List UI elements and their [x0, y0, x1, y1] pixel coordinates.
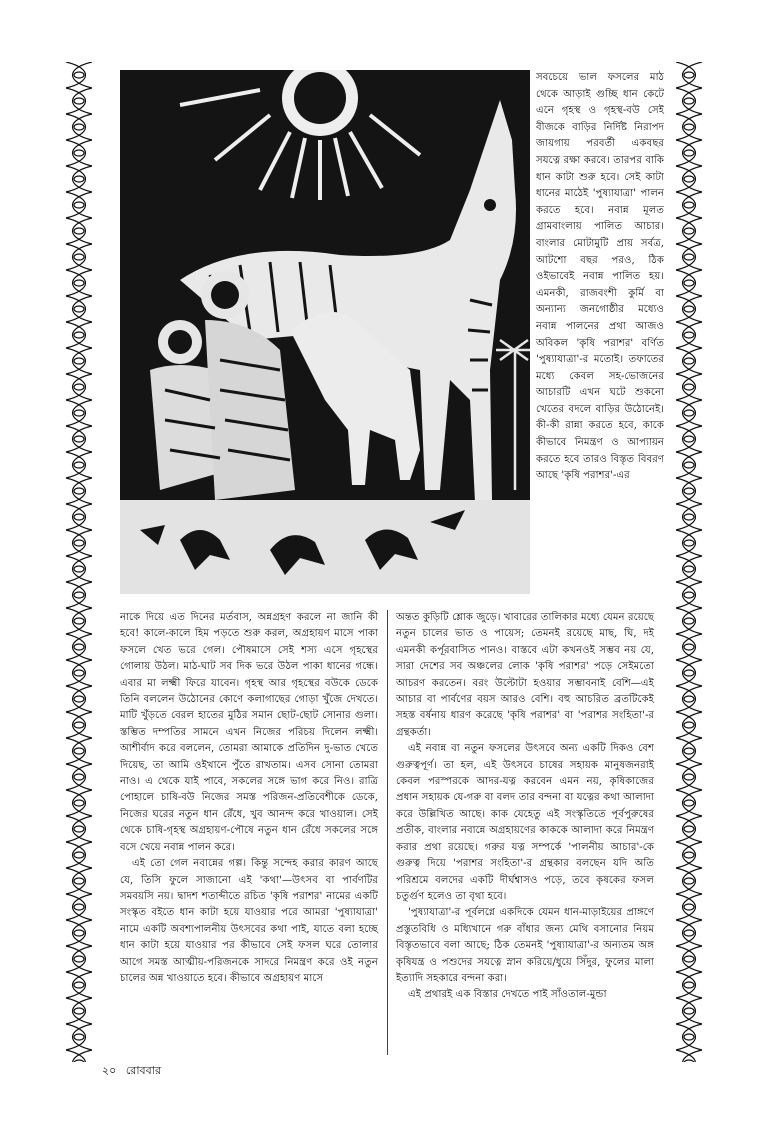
ornament-knot — [74, 176, 84, 182]
ornament-knot — [684, 124, 694, 130]
ornament-knot — [684, 826, 694, 832]
ornament-curve — [676, 426, 696, 452]
ornament-curve — [676, 322, 696, 348]
ornament-knot — [74, 956, 84, 962]
ornament-knot — [74, 852, 84, 858]
ornament-curve — [66, 62, 86, 88]
ornament-curve — [683, 1024, 703, 1050]
paragraph: সবচেয়ে ভাল ফসলের মাঠ থেকে আড়াই গুচ্ছি ধান কেটে এনে গৃহস্থ ও গৃহস্থ-বউ সেই বীজকে বাড়ির নির্দিষ্ট নিরাপদ জায়গায় পরবর্তী একবছর সযত্নে রক্ষা করবে। তারপর বাকি ধান কাটা শুরু হবে। সেই কাটা ধানের মাঠেই 'পুষ্যাযাত্রা' পালন করতে হবে। নবান্ন মূলত গ্রামবাংলায় পালিত আচার। বাংলার মোটামুটি প্রায় সর্বত্র, আটশো বছর পরও, ঠিক ওইভাবেই নবান্ন পালিত হয়। এমনকী, রাজবংশী কুর্মি বা অন্যান্য জনগোষ্ঠীর মধ্যেও নবান্ন পালনের প্রথা আজও অবিকল 'কৃষি পরাশর' বর্ণিত 'পুষ্যাযাত্রা'-র মতোই। তফাতের মধ্যে কেবল সহ-ভোজনের আচারটি এখন ঘটে শুকনো খেতের বদলে বাড়ির উঠোনেই। কী-কী রান্না করতে হবে, কাকে কীভাবে নিমন্ত্রণ ও আপ্যায়ন করতে হবে তারও বিস্তৃত বিবরণ আছে 'কৃষি পরাশর'-এর — [536, 72, 664, 482]
ornament-curve — [683, 426, 703, 452]
paragraph: অন্তত কুড়িটি শ্লোক জুড়ে। খাবারের তালিকার মধ্যে যেমন রয়েছে নতুন চালের ভাত ও পায়েস; তেমনই রয়েছে মাছ, ঘি, দই এমনকী কর্পূরবাসিত পানও। বাস্তবে এটা কখনওই সম্ভব নয় যে, সারা দেশের সব অঞ্চলের লোক 'কৃষি পরাশর' পড়ে সেইমতো আচরণ করতেন। বরং উল্টোটা হওয়ার সম্ভাবনাই বেশি—এই আচার বা পার্বণের বয়স আরও বেশি। বহু আচরিত ব্রতটিকেই সহস্ত বর্ষনায় ধারণ করেছে 'কৃষি পরাশর' বা 'পরাশর সংহিতা'-র গ্রন্থকর্তা। — [396, 612, 654, 738]
ornament-curve — [683, 192, 703, 218]
ornament-knot — [74, 150, 84, 156]
ornament-curve — [676, 894, 696, 920]
ornament-curve — [683, 270, 703, 296]
ornament-curve — [66, 842, 86, 868]
ornament-curve — [66, 322, 86, 348]
ornament-curve — [676, 504, 696, 530]
ornament-knot — [684, 982, 694, 988]
ornament-knot — [74, 670, 84, 676]
ornament-curve — [66, 270, 86, 296]
ornament-knot — [684, 878, 694, 884]
ornament-knot — [684, 462, 694, 468]
ornament-curve — [66, 816, 86, 842]
ornament-curve — [73, 88, 93, 114]
ornament-knot — [74, 1008, 84, 1014]
ornament-curve — [66, 998, 86, 1024]
ornament-knot — [74, 124, 84, 130]
ornament-curve — [683, 400, 703, 426]
ornament-knot — [684, 618, 694, 624]
left-decorative-border — [62, 62, 96, 1062]
ornament-knot — [684, 930, 694, 936]
article-column-right — [396, 610, 654, 1004]
ornament-curve — [73, 868, 93, 894]
ornament-knot — [684, 644, 694, 650]
ornament-curve — [676, 478, 696, 504]
ornament-knot — [684, 956, 694, 962]
ornament-curve — [676, 712, 696, 738]
ornament-knot — [74, 488, 84, 494]
ornament-curve — [73, 738, 93, 764]
ornament-curve — [73, 920, 93, 946]
ornament-knot — [684, 696, 694, 702]
ornament-curve — [676, 452, 696, 478]
ornament-knot — [74, 1034, 84, 1040]
ornament-curve — [66, 894, 86, 920]
ornament-knot — [74, 1060, 84, 1062]
ornament-knot — [74, 514, 84, 520]
ornament-curve — [66, 374, 86, 400]
ornament-curve — [73, 946, 93, 972]
ornament-curve — [676, 686, 696, 712]
ornament-curve — [676, 400, 696, 426]
ornament-curve — [73, 400, 93, 426]
ornament-curve — [66, 556, 86, 582]
ornament-pattern-left — [62, 62, 96, 1062]
ornament-knot — [74, 826, 84, 832]
paragraph: এই প্রথারই এক বিস্তার দেখতে পাই সাঁওতাল-মুন্ডা — [408, 989, 607, 1001]
ornament-knot — [74, 384, 84, 390]
ornament-curve — [66, 712, 86, 738]
ornament-knot — [74, 800, 84, 806]
ornament-curve — [66, 348, 86, 374]
ornament-curve — [683, 972, 703, 998]
ornament-curve — [683, 842, 703, 868]
ornament-curve — [73, 582, 93, 608]
ornament-curve — [73, 244, 93, 270]
ornament-curve — [676, 972, 696, 998]
ornament-curve — [676, 868, 696, 894]
ornament-curve — [73, 374, 93, 400]
ornament-knot — [684, 202, 694, 208]
ornament-knot — [74, 332, 84, 338]
ornament-curve — [73, 894, 93, 920]
ornament-knot — [74, 696, 84, 702]
ornament-knot — [74, 202, 84, 208]
ornament-knot — [684, 488, 694, 494]
ornament-curve — [73, 296, 93, 322]
ornament-curve — [66, 764, 86, 790]
ornament-curve — [73, 608, 93, 634]
ornament-curve — [683, 582, 703, 608]
ornament-curve — [676, 634, 696, 660]
page-footer — [102, 1062, 167, 1081]
ornament-knot — [74, 982, 84, 988]
ornament-curve — [683, 660, 703, 686]
ornament-curve — [66, 1024, 86, 1050]
ornament-curve — [683, 686, 703, 712]
ornament-curve — [683, 894, 703, 920]
ornament-curve — [676, 530, 696, 556]
ornament-curve — [683, 816, 703, 842]
ornament-curve — [676, 816, 696, 842]
ornament-knot — [74, 774, 84, 780]
ornament-knot — [74, 98, 84, 104]
ornament-knot — [684, 254, 694, 260]
ornament-knot — [74, 748, 84, 754]
ornament-knot — [74, 566, 84, 572]
ornament-curve — [676, 608, 696, 634]
ornament-curve — [676, 348, 696, 374]
ornament-curve — [73, 478, 93, 504]
ornament-curve — [66, 400, 86, 426]
ornament-curve — [683, 608, 703, 634]
ornament-knot — [74, 618, 84, 624]
ornament-curve — [73, 192, 93, 218]
ornament-curve — [676, 62, 696, 88]
ornament-curve — [676, 998, 696, 1024]
ornament-knot — [684, 436, 694, 442]
ornament-curve — [66, 790, 86, 816]
ornament-knot — [74, 410, 84, 416]
ornament-knot — [684, 1034, 694, 1040]
ornament-curve — [676, 556, 696, 582]
ornament-curve — [683, 374, 703, 400]
ornament-knot — [74, 306, 84, 312]
ornament-knot — [74, 254, 84, 260]
ornament-curve — [66, 868, 86, 894]
ornament-knot — [74, 644, 84, 650]
paragraph: নাকে দিয়ে এত দিনের মর্তবাস, অন্নগ্রহণ করলে না জানি কী হবে! কালে-কালে হিম পড়তে শুরু করল, অগ্রহায়ণ মাসে পাকা ফসলে খেত ভরে গেল। পৌষমাসে সেই শস্য এসে গৃহস্থের গোলায় উঠল। মাঠ-ঘাট সব দিক ভরে উঠল পাকা ধানের গন্ধে। এবার মা লক্ষ্মী ফিরে যাবেন। গৃহস্থ আর গৃহস্থের বউকে ডেকে তিনি বললেন উঠোনের কোণে কলাগাছের গোড়া খুঁজে দেখতে। মাটি খুঁড়তে বেরল হাতের মুঠির সমান ছোট-ছোট সোনার গুলা। স্তম্ভিত দম্পতির সামনে এখন নিজের পরিচয় দিলেন লক্ষ্মী। আশীর্বাদ করে বললেন, তোমরা আমাকে প্রতিদিন দু-ভাত খেতে দিয়েছ, তা আমি ওইখানে পুঁতে রাখতাম। এসব সোনা তোমরা নাও। এ থেকে যাই পাবে, সকলের সঙ্গে ভাগ করে নিও। রাত্রি পোহালে চাষি-বউ নিজের সমস্ত পরিজন-প্রতিবেশীকে ডেকে, নিজের ঘরের নতুন ধান রেঁধে, খুব আনন্দ করে খাওয়াল। সেই থেকে চাষি-গৃহস্থ অগ্রহায়ণ-পৌষে নতুন ধান রেঁধে সকলের সঙ্গে বসে খেয়ে নবান্ন পালন করে। — [120, 612, 378, 853]
ornament-curve — [683, 244, 703, 270]
ornament-curve — [676, 764, 696, 790]
ornament-curve — [73, 426, 93, 452]
ornament-curve — [66, 426, 86, 452]
ornament-curve — [683, 998, 703, 1024]
ornament-curve — [66, 920, 86, 946]
ornament-curve — [683, 322, 703, 348]
ornament-curve — [73, 270, 93, 296]
ornament-knot — [684, 280, 694, 286]
ornament-knot — [684, 1060, 694, 1062]
ornament-knot — [684, 514, 694, 520]
ornament-knot — [684, 410, 694, 416]
ornament-curve — [683, 478, 703, 504]
ornament-curve — [683, 920, 703, 946]
ornament-curve — [73, 634, 93, 660]
ornament-knot — [684, 566, 694, 572]
ornament-curve — [683, 140, 703, 166]
paragraph: এই নবান্ন বা নতুন ফসলের উৎসবে অন্য একটি দিকও বেশ গুরুত্বপূর্ণ। তা হল, এই উৎসবে চাষের সহায়ক মানুষজনরাই কেবল পরস্পরকে আদর-যত্ন করবেন এমন নয়, কৃষিকাজের প্রধান সহায়ক যে-গরু বা বলদ তার বন্দনা বা যত্নের কথা আলাদা করে উল্লিখিত আছে। কাক যেহেতু এই সংস্কৃতিতে পূর্বপুরুষের প্রতীক, বাংলার নবান্নে অগ্রহায়ণের কাককে আলাদা করে নিমন্ত্রণ করার প্রথা রয়েছে। গরুর যত্ন সম্পর্কে 'পালনীয় আচার'-কে গুরুত্ব দিয়ে 'পরাশর সংহিতা'-র গ্রন্থকার বলছেন যদি অতি পরিশ্রমে বলদের একটি দীর্ঘশ্বাসও পড়ে, তবে কৃষকের ফসল চতুর্গুণ হলেও তা বৃথা হবে। — [396, 743, 654, 902]
ornament-knot — [74, 904, 84, 910]
ornament-knot — [684, 722, 694, 728]
ornament-curve — [676, 140, 696, 166]
paragraph: 'পুষ্যাযাত্রা'-র পূর্বলগ্নে একদিকে যেমন ধান-মাড়াইয়ের প্রাঙ্গণে প্রস্তুতবিধি ও মধ্যিখানে গরু বাঁধার জন্য মেথি বসানোর নিয়ম বিস্তৃতভাবে বলা আছে; ঠিক তেমনই 'পুষ্যাযাত্রা'-র অন্যতম অঙ্গ কৃষিযন্ত্র ও পশুদের সযত্নে স্নান করিয়ে/ধুয়ে সিঁদুর, ফুলের মালা ইত্যাদি সহকারে বন্দনা করা। — [396, 907, 654, 984]
ornament-curve — [683, 88, 703, 114]
ornament-knot — [684, 98, 694, 104]
ornament-curve — [73, 998, 93, 1024]
ornament-knot — [684, 540, 694, 546]
ornament-pattern-right — [672, 62, 706, 1062]
ornament-curve — [73, 348, 93, 374]
ornament-curve — [73, 686, 93, 712]
ornament-curve — [66, 504, 86, 530]
ornament-knot — [74, 462, 84, 468]
ornament-curve — [66, 88, 86, 114]
woodcut-image — [120, 70, 530, 594]
ornament-knot — [74, 280, 84, 286]
ornament-knot — [74, 930, 84, 936]
ornament-curve — [683, 218, 703, 244]
ornament-knot — [74, 878, 84, 884]
ornament-curve — [676, 842, 696, 868]
ornament-curve — [683, 452, 703, 478]
ornament-knot — [684, 384, 694, 390]
ornament-curve — [73, 452, 93, 478]
ornament-curve — [66, 634, 86, 660]
ornament-curve — [676, 88, 696, 114]
ornament-curve — [683, 946, 703, 972]
ornament-curve — [73, 764, 93, 790]
ornament-curve — [676, 244, 696, 270]
ornament-curve — [676, 374, 696, 400]
ornament-curve — [676, 296, 696, 322]
right-decorative-border — [672, 62, 706, 1062]
ornament-curve — [676, 790, 696, 816]
ornament-curve — [66, 166, 86, 192]
ornament-knot — [684, 176, 694, 182]
ornament-curve — [73, 62, 93, 88]
ornament-curve — [683, 738, 703, 764]
ornament-knot — [684, 800, 694, 806]
ornament-curve — [66, 530, 86, 556]
ornament-curve — [676, 166, 696, 192]
ornament-knot — [74, 722, 84, 728]
ornament-knot — [684, 852, 694, 858]
ornament-knot — [684, 774, 694, 780]
ornament-curve — [66, 972, 86, 998]
ornament-curve — [66, 686, 86, 712]
ornament-curve — [73, 816, 93, 842]
ornament-knot — [74, 72, 84, 78]
ornament-curve — [73, 530, 93, 556]
ornament-curve — [676, 946, 696, 972]
ornament-knot — [74, 540, 84, 546]
ornament-curve — [73, 114, 93, 140]
ornament-knot — [74, 592, 84, 598]
ornament-curve — [73, 972, 93, 998]
ornament-knot — [684, 748, 694, 754]
ornament-curve — [66, 478, 86, 504]
ornament-curve — [73, 218, 93, 244]
ornament-knot — [684, 670, 694, 676]
ornament-curve — [683, 62, 703, 88]
ornament-curve — [683, 504, 703, 530]
ornament-curve — [73, 322, 93, 348]
ornament-curve — [683, 868, 703, 894]
ornament-knot — [684, 72, 694, 78]
ornament-curve — [66, 738, 86, 764]
ornament-curve — [73, 556, 93, 582]
ornament-knot — [684, 1008, 694, 1014]
ornament-curve — [66, 946, 86, 972]
magazine-name: রোববার — [125, 1064, 162, 1077]
ornament-curve — [73, 842, 93, 868]
ornament-curve — [683, 114, 703, 140]
ornament-curve — [66, 660, 86, 686]
ornament-knot — [684, 332, 694, 338]
ornament-knot — [684, 904, 694, 910]
ornament-knot — [74, 436, 84, 442]
ornament-curve — [683, 530, 703, 556]
ornament-curve — [683, 166, 703, 192]
ornament-curve — [66, 218, 86, 244]
ornament-curve — [66, 296, 86, 322]
ornament-curve — [73, 1024, 93, 1050]
ornament-curve — [676, 920, 696, 946]
ornament-knot — [684, 358, 694, 364]
ornament-curve — [676, 270, 696, 296]
ornament-curve — [73, 504, 93, 530]
ornament-curve — [676, 1024, 696, 1050]
ornament-curve — [676, 114, 696, 140]
ornament-curve — [66, 582, 86, 608]
ornament-knot — [74, 228, 84, 234]
ornament-knot — [74, 358, 84, 364]
ornament-curve — [66, 140, 86, 166]
column-divider — [387, 610, 388, 1055]
ornament-curve — [73, 660, 93, 686]
ornament-knot — [684, 592, 694, 598]
ornament-curve — [66, 452, 86, 478]
ornament-curve — [676, 218, 696, 244]
ornament-curve — [683, 790, 703, 816]
ornament-curve — [66, 114, 86, 140]
ornament-curve — [66, 244, 86, 270]
article-column-left — [120, 610, 378, 987]
page-number: ২০ — [102, 1064, 117, 1077]
ornament-curve — [676, 660, 696, 686]
ornament-curve — [73, 712, 93, 738]
ornament-curve — [683, 764, 703, 790]
paragraph: এই তো গেল নবান্নের গল্প। কিন্তু সন্দেহ করার কারণ আছে যে, তিসি ফুলে সাজানো এই 'কথা'—উৎসব বা পার্বণটির সমবয়সি নয়। দ্বাদশ শতাব্দীতে রচিত 'কৃষি পরাশর' নামের একটি সংস্কৃত বইতে ধান কাটা হয়ে যাওয়ার পরে আমরা 'পুষ্যাযাত্রা' নামে একটি অবশ্যপালনীয় উৎসবের কথা পাই, যাতে বলা হচ্ছে ধান কাটা হয়ে যাওয়ার পর কীভাবে সেই ফসল ঘরে তোলার আগে সমস্ত আত্মীয়-পরিজনকে সাদরে নিমন্ত্রণ করে ওই নতুন চালের অন্ন খাওয়াতে হবে। কীভাবে অগ্রহায়ণ মাসে — [120, 858, 378, 984]
woodcut-illustration — [120, 70, 530, 594]
ornament-curve — [676, 738, 696, 764]
ornament-knot — [684, 306, 694, 312]
ornament-knot — [684, 228, 694, 234]
ornament-curve — [73, 166, 93, 192]
ornament-curve — [66, 608, 86, 634]
ornament-curve — [683, 712, 703, 738]
ornament-curve — [676, 192, 696, 218]
ornament-curve — [66, 192, 86, 218]
ornament-curve — [73, 790, 93, 816]
ornament-knot — [684, 150, 694, 156]
ornament-curve — [676, 582, 696, 608]
ornament-curve — [683, 348, 703, 374]
ornament-curve — [683, 634, 703, 660]
ornament-curve — [73, 140, 93, 166]
article-text-right-top — [536, 70, 664, 485]
ornament-curve — [683, 556, 703, 582]
ornament-curve — [683, 296, 703, 322]
